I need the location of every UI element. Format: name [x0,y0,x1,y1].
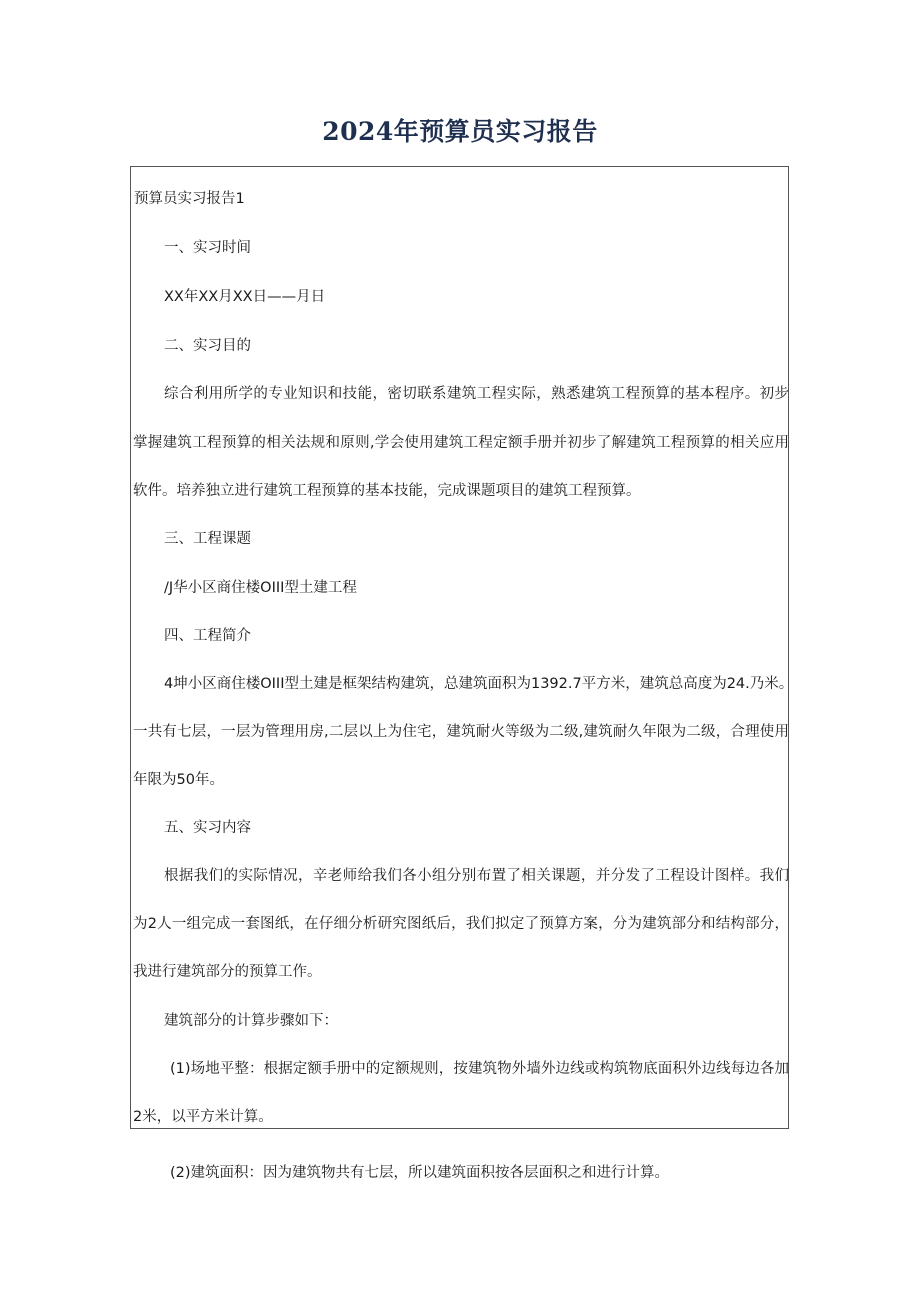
paragraph-line: (1)场地平整：根据定额手册中的定额规则，按建筑物外墙外边线或构筑物底面积外边线每边各加 [170,1061,789,1077]
paragraph-line: 年限为50年。 [133,772,224,788]
paragraph-line: 软件。培养独立进行建筑工程预算的基本技能，完成课题项目的建筑工程预算。 [133,483,641,499]
bordered-content-frame [130,166,794,1129]
paragraph-line: 一共有七层，一层为管理用房,二层以上为住宅，建筑耐火等级为二级,建筑耐久年限为二级，合理使用 [133,724,789,740]
paragraph-line: 我进行建筑部分的预算工作。 [133,964,322,980]
paragraph-line: 为2人一组完成一套图纸，在仔细分析研究图纸后，我们拟定了预算方案，分为建筑部分和结构部分， [133,916,789,932]
paragraph-line: 建筑部分的计算步骤如下： [164,1013,338,1029]
section-heading: 四、工程简介 [164,628,251,644]
section-heading: 三、工程课题 [164,531,251,547]
paragraph-line: 2米，以平方米计算。 [133,1109,273,1125]
section-heading: 一、实习时间 [164,240,251,256]
paragraph-line: 掌握建筑工程预算的相关法规和原则,学会使用建筑工程定额手册并初步了解建筑工程预算的相关应用 [133,435,789,451]
report-heading: 预算员实习报告1 [134,191,245,207]
section-heading: 二、实习目的 [164,338,251,354]
paragraph-line: 根据我们的实际情况，辛老师给我们各小组分别布置了相关课题，并分发了工程设计图样。我们 [164,868,789,884]
paragraph-line: 4坤小区商住楼OIII型土建是框架结构建筑，总建筑面积为1392.7平方米，建筑总高度为24.乃米。 [164,676,794,692]
paragraph-line: XX年XX月XX日——月日 [164,289,326,305]
paragraph-line: 综合利用所学的专业知识和技能，密切联系建筑工程实际，熟悉建筑工程预算的基本程序。初步 [164,386,789,402]
section-heading: 五、实习内容 [164,820,251,836]
paragraph-line: (2)建筑面积：因为建筑物共有七层，所以建筑面积按各层面积之和进行计算。 [170,1165,670,1181]
paragraph-line: /J华小区商住楼OIII型土建工程 [164,580,357,596]
document-title: 2024年预算员实习报告 [322,117,598,146]
